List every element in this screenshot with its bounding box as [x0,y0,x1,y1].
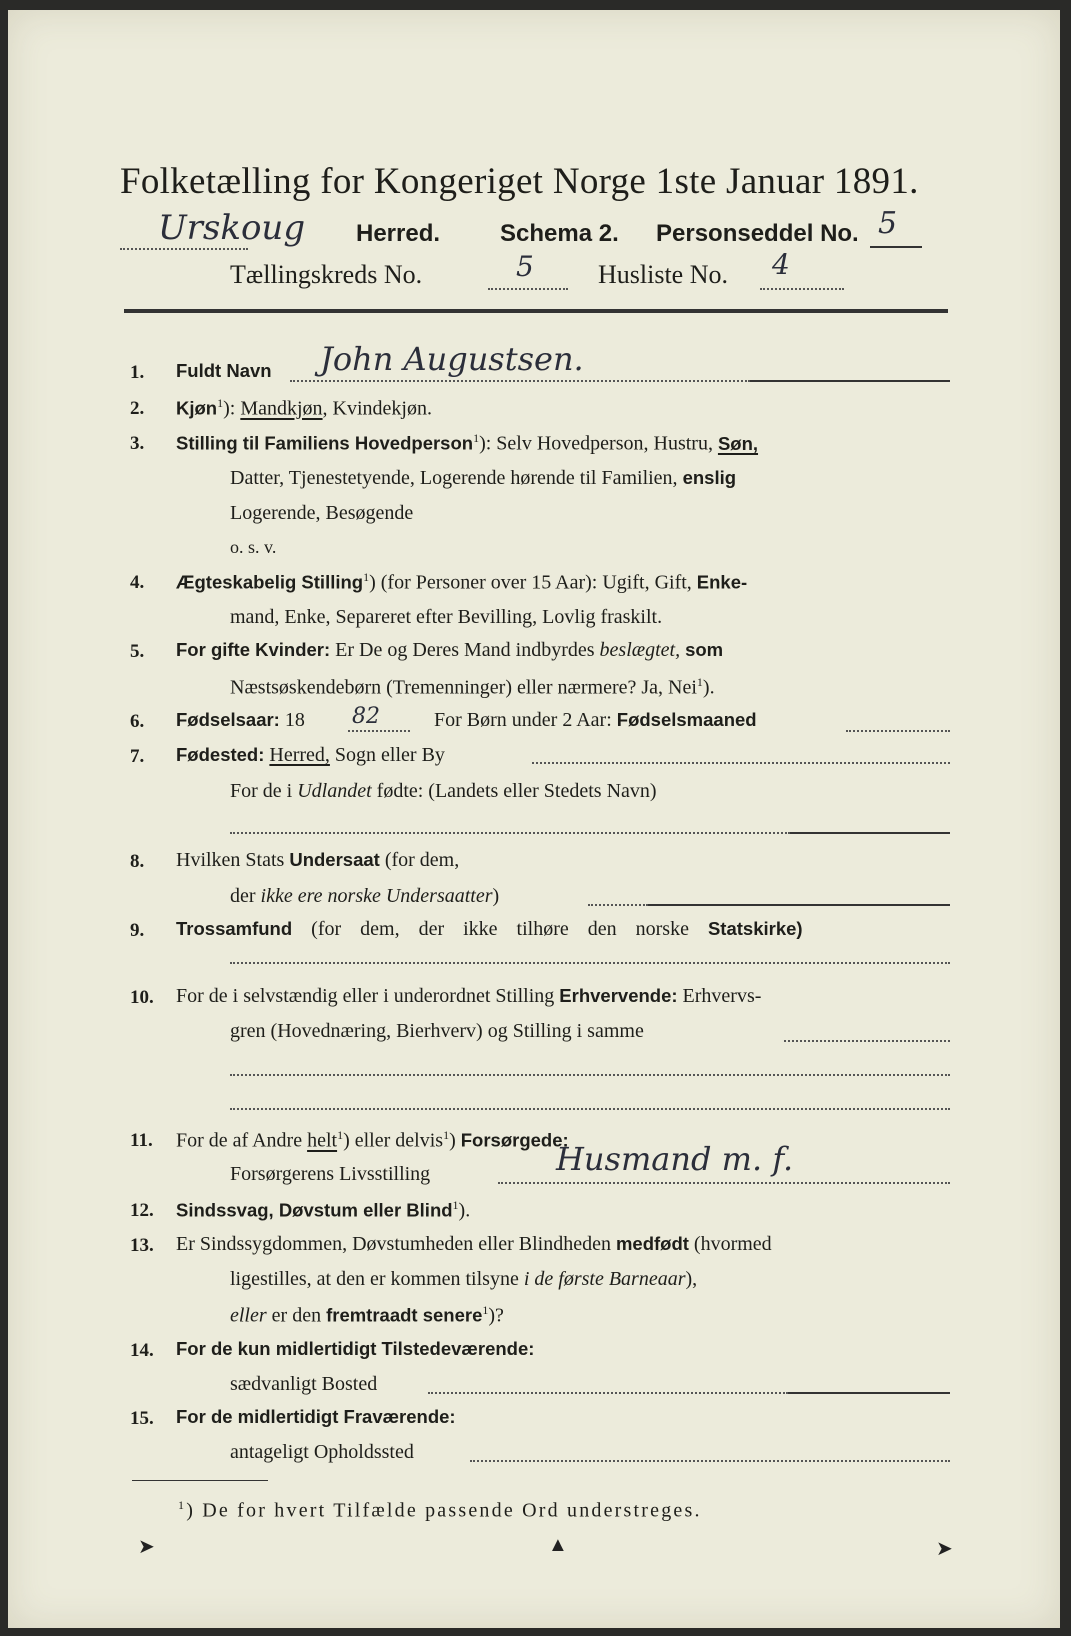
item-number: 13. [130,1235,154,1256]
item-12-label: Sindssvag, Døvstum eller Blind [176,1199,453,1221]
header-rule [124,309,948,313]
item-number: 7. [130,746,145,767]
item-number: 15. [130,1408,154,1429]
item-2-label: Kjøn [176,397,218,419]
item-13-eller: eller [230,1304,267,1327]
item-8-line2: ikke ere norske Undersaatter [260,885,493,907]
item-7-label: Fødested: [176,744,265,765]
item-15-line2: antageligt Opholdssted [230,1441,414,1463]
item-number: 4. [130,572,145,593]
item-9-statskirke: Statskirke) [707,918,803,939]
item-7-text: Sogn eller By [334,744,445,766]
option-son: Søn, [717,432,759,454]
item-number: 8. [130,851,145,872]
personseddel-value: 5 [878,206,898,241]
item-5-text: Er De og Deres Mand indbyrdes [335,639,595,661]
item-8-text: Hvilken Stats [176,849,285,871]
footnote-rule [132,1480,268,1481]
item-5-som: som [685,639,724,660]
item-number: 3. [130,433,145,454]
item-number: 9. [130,920,145,941]
item-8-text2: (for dem, [384,849,460,871]
item-11-line2: Forsørgerens Livsstilling [230,1163,431,1185]
item-13-text: Er Sindssygdommen, Døvstumheden eller Blindheden [176,1233,611,1255]
item-11-delvis: eller delvis [354,1129,444,1152]
item-13-hvormed: (hvormed [693,1233,772,1255]
item-3-text: Selv Hovedperson, Hustru, [496,432,713,455]
item-8-undersaat: Undersaat [289,849,380,870]
item-number: 10. [130,987,154,1008]
option-herred: Herred, [269,744,330,766]
item-9-label: Trossamfund [176,918,293,939]
kreds-value: 5 [516,250,534,283]
personseddel-label: Personseddel No. [656,220,859,247]
item-14-label: For de kun midlertidigt Tilstedeværende: [176,1338,535,1359]
sex-option-male: Mandkjøn [240,397,323,420]
item-3-line2: Datter, Tjenestetyende, Logerende hørende til Familien, [230,467,678,489]
item-number: 11. [130,1130,153,1151]
item-3-line4: o. s. v. [230,537,277,557]
birth-year-value: 82 [352,704,380,729]
item-11-forsorgede: Forsørgede: [460,1129,569,1151]
item-10-line2: gren (Hovednæring, Bierhverv) og Stilling i samme [230,1020,644,1042]
option-enkemand: Enke- [696,571,748,593]
schema-label: Schema 2. [500,220,619,247]
item-15-label: For de midlertidigt Fraværende: [176,1406,456,1427]
census-form: Folketælling for Kongeriget Norge 1ste Januar 1891. Urskoug Herred. Schema 2. Personseddel No. 5 Tællingskreds No. 5 Husliste No. 4 1. Fuldt Navn John Augustsen. 2. Kjøn$^1$): Mandkjøn, Kvindekjøn. 3. Stilling til Familiens Hovedperson$^1$): Selv Hovedperson, Hustru, Søn, Datter, Tjenestetyende, Logerende hørende til Familien, enslig Logerende, Besøgende o. s. v. 4. Ægteskabelig Stilling$^1$) (for Personer over 15 Aar): Ugift, Gift, Enke- mand, Enke, Separeret efter Bevilling, Lovlig fraskilt. 5. For gifte Kvinder: Er De og Deres Mand indbyrdes beslægtet, som Næstsøskendebørn (Tremenninger) eller nærmere? Ja, Nei$^1$). 6. Fødselsaar: 18 82 For Børn under 2 Aar: Fødselsmaaned 7. Fødested: Herred, Sogn eller By For de i Udlandet fødte: (Landets eller Stedets Navn) 8. Hvilken Stats Undersaat (for dem, der ikke ere norske Undersaatter) 9. Trossamfund (for dem, der ikke tilhøre den norske Statskirke) 10. For de i selvstændig eller i underordnet Stilling Erhvervende: Erhvervs- gren (Hovednæring, Bierhverv) og Stilling i samme 11. For de af Andre helt$^1$) eller delvis$^1$) Forsørgede: Forsørgerens Livsstilling Husmand m. f. 12. Sindssvag, Døvstum eller Blind$^1$). 13. Er Sindssygdommen, Døvstumheden eller Blindheden medfødt (hvormed ligestilles, at den er kommen tilsyne i de første Barneaar), eller er den fremtraadt senere$^1$)? 14. For de kun midlertidigt Tilstedeværende: sædvanligt Bosted 15. For de midlertidigt Fraværende: antageligt Opholdssted $^1$) De for hvert Tilfælde passende Ord understreges. ➤ ▲ ➤ [8,10,1060,1628]
item-4-text: (for Personer over 15 Aar): Ugift, Gift, [380,571,692,594]
herred-label: Herred. [356,220,441,247]
item-7-line2b: fødte: (Landets eller Stedets Navn) [376,780,657,802]
item-6-fodselsmaaned: Fødselsmaaned [616,709,757,730]
item-5-line2: Næstsøskendebørn (Tremenninger) eller nærmere? Ja, Nei [230,676,697,699]
item-9-text: (for dem, der ikke tilhøre den norske [311,918,689,940]
item-number: 1. [130,362,145,383]
provider-occupation-value: Husmand m. f. [556,1140,794,1178]
item-13-senere: fremtraadt senere [326,1304,483,1326]
item-1-label: Fuldt Navn [176,360,272,381]
husliste-value: 4 [772,248,790,281]
option-helt: helt [307,1129,338,1152]
herred-value: Urskoug [158,208,306,248]
item-10-erhvervs: Erhvervs- [682,985,762,1007]
item-5-label: For gifte Kvinder: [176,639,331,660]
footnote-mark: 1 [178,1498,187,1512]
arrow-left-icon: ➤ [138,1536,155,1558]
item-14-line2: sædvanligt Bosted [230,1373,378,1395]
item-number: 2. [130,398,145,419]
item-11-text: For de af Andre [176,1129,303,1152]
item-3-line3: Logerende, Besøgende [230,502,414,524]
arrow-up-icon: ▲ [548,1534,568,1556]
birth-year-prefix: 18 [284,709,305,731]
item-3-label: Stilling til Familiens Hovedperson [176,432,474,454]
footnote-text: De for hvert Tilfælde passende Ord understreges. [202,1499,702,1522]
form-title: Folketælling for Kongeriget Norge 1ste Januar 1891. [120,161,919,202]
kreds-label: Tællingskreds No. [230,260,423,289]
item-13-erden: er den [271,1304,322,1327]
item-8-der: der [230,885,256,907]
item-6-text: For Børn under 2 Aar: [434,709,612,731]
item-7-udlandet: Udlandet [297,780,372,802]
arrow-right-icon: ➤ [936,1538,953,1560]
husliste-label: Husliste No. [598,260,728,289]
item-number: 5. [130,641,145,662]
item-13-medfodt: medfødt [615,1233,689,1254]
item-6-label: Fødselsaar: [176,709,280,730]
sex-option-female: Kvindekjøn. [332,397,432,420]
item-7-line2a: For de i [230,780,293,802]
item-13-line2b: i de første Barneaar [523,1268,686,1290]
item-10-erhvervende: Erhvervende: [559,985,678,1006]
item-13-line2a: ligestilles, at den er kommen tilsyne [230,1268,519,1290]
item-5-beslaegtet: beslægtet, [599,639,681,661]
item-number: 14. [130,1340,154,1361]
item-4-line2: mand, Enke, Separeret efter Bevilling, Lovlig fraskilt. [230,606,663,628]
full-name-value: John Augustsen. [320,340,584,378]
option-enslig: enslig [682,467,737,488]
item-number: 12. [130,1200,154,1221]
footnote-ref: 1 [217,396,224,410]
item-10-text: For de i selvstændig eller i underordnet Stilling [176,985,555,1007]
item-4-label: Ægteskabelig Stilling [176,571,364,593]
item-number: 6. [130,711,145,732]
